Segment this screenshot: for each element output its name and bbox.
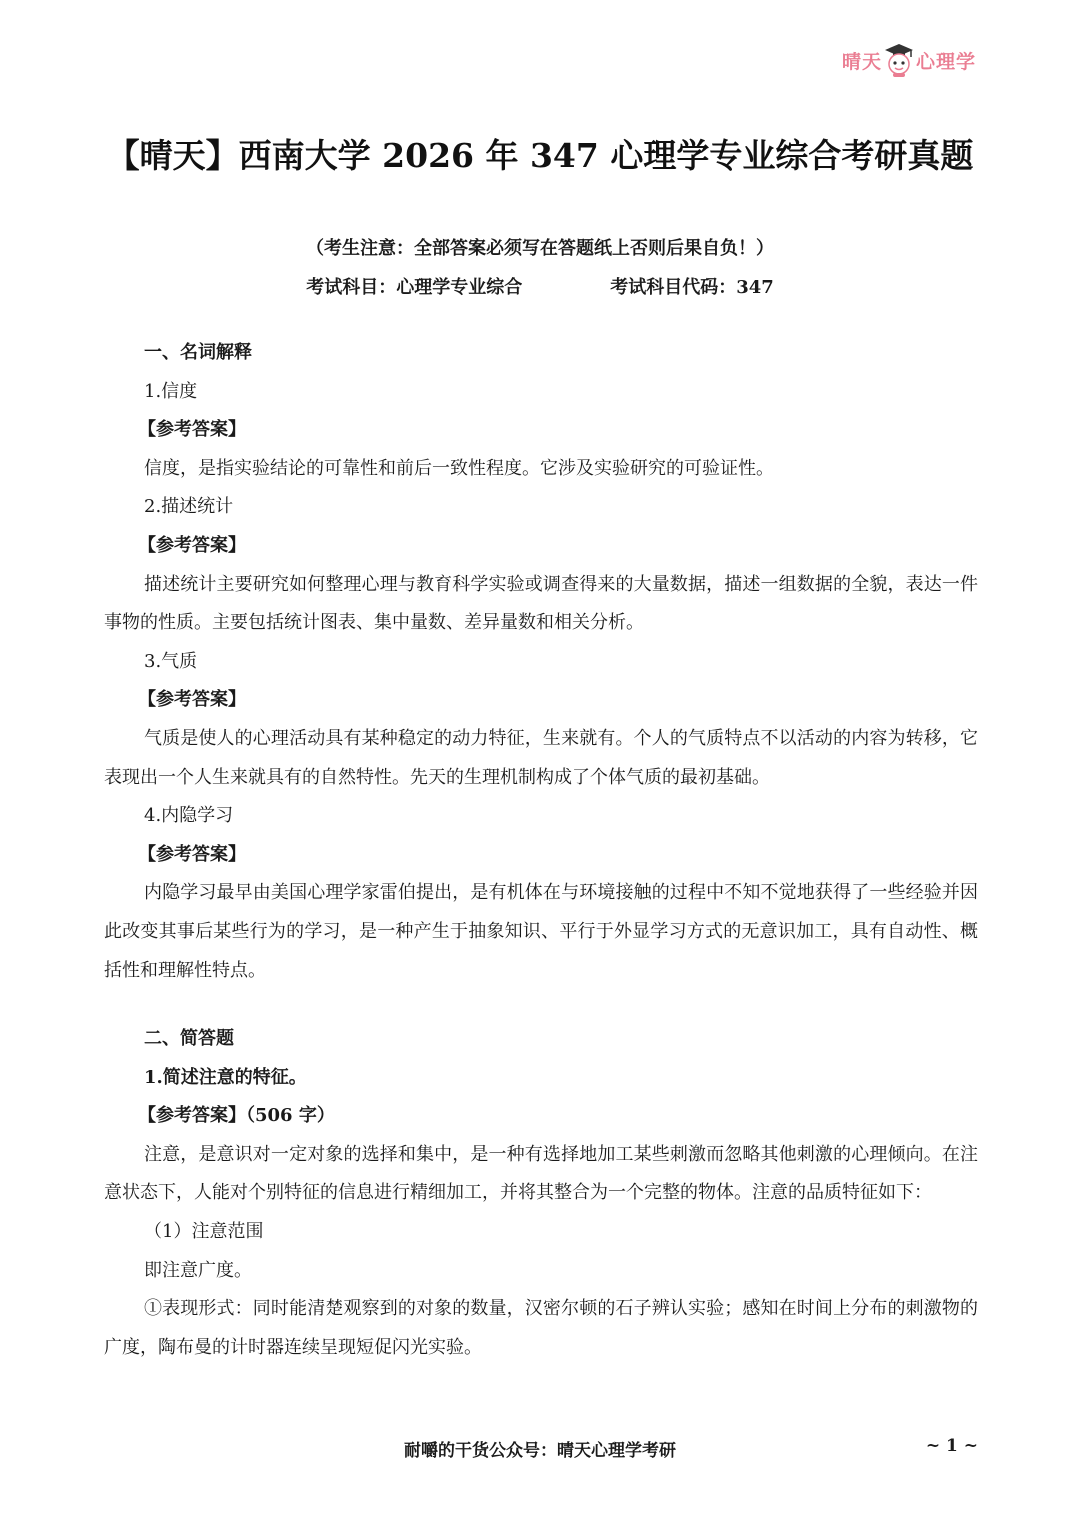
answer-text: 注意，是意识对一定对象的选择和集中，是一种有选择地加工某些刺激而忽略其他刺激的心理倾向。在注意状态下，人能对个别特征的信息进行精细加工，并将其整合为一个完整的物体。注意的品质特征如下： <box>104 1143 978 1204</box>
subject-line <box>0 273 1080 299</box>
page-title: 【晴天】西南大学 2026 年 347 心理学专业综合考研真题 <box>106 136 974 175</box>
page-number: ~ 1 ~ <box>925 1436 978 1456</box>
answer-label-row <box>104 1097 978 1136</box>
word-count: （506 字） <box>246 1105 335 1127</box>
section-heading: 一、名词解释 <box>144 342 252 363</box>
content-body <box>104 334 978 1367</box>
answer-text: 内隐学习最早由美国心理学家雷伯提出，是有机体在与环境接触的过程中不知不觉地获得了一些经验并因此改变其事后某些行为的学习，是一种产生于抽象知识、平行于外显学习方式的无意识加工，具有自动性、概括性和理解性特点。 <box>104 882 978 981</box>
answer-label: 【参考答案】 <box>138 419 246 441</box>
graduate-mascot-icon <box>884 43 914 77</box>
subject-label: 考试科目：心理学专业综合 <box>306 277 523 298</box>
answer-text: 气质是使人的心理活动具有某种稳定的动力特征，生来就有。个人的气质特点不以活动的内容为转移，它表现出一个人生来就具有的自然特性。先天的生理机制构成了个体气质的最初基础。 <box>104 727 978 788</box>
logo-text-left: 晴天 <box>841 50 882 73</box>
subheading: （1）注意范围 <box>144 1221 264 1243</box>
brand-logo <box>842 40 976 80</box>
subject-code: 考试科目代码：347 <box>610 277 774 298</box>
answer-label: 【参考答案】 <box>138 534 246 556</box>
term-title: 1.信度 <box>144 380 198 402</box>
answer-label: 【参考答案】 <box>138 1105 246 1127</box>
question-title: 1.简述注意的特征。 <box>144 1066 307 1088</box>
term-title: 4.内隐学习 <box>144 805 234 827</box>
answer-text: ①表现形式：同时能清楚观察到的对象的数量，汉密尔顿的石子辨认实验；感知在时间上分布的刺激物的广度，陶布曼的计时器连续呈现短促闪光实验。 <box>104 1298 978 1358</box>
term-title: 3.气质 <box>144 650 198 672</box>
answer-text: 描述统计主要研究如何整理心理与教育科学实验或调查得来的大量数据，描述一组数据的全貌，表达一件事物的性质。主要包括统计图表、集中量数、差异量数和相关分析。 <box>104 573 978 634</box>
exam-notice: （考生注意：全部答案必须写在答题纸上否则后果自负！） <box>306 238 774 259</box>
answer-label: 【参考答案】 <box>138 843 246 865</box>
answer-text: 即注意广度。 <box>144 1259 252 1281</box>
answer-text: 信度，是指实验结论的可靠性和前后一致性程度。它涉及实验研究的可验证性。 <box>144 457 774 479</box>
section-spacer <box>104 990 978 1020</box>
term-title: 2.描述统计 <box>144 496 234 518</box>
answer-label: 【参考答案】 <box>138 689 246 711</box>
logo-text-right: 心理学 <box>915 50 976 73</box>
section-heading: 二、简答题 <box>144 1028 234 1050</box>
footer-text: 耐嚼的干货公众号：晴天心理学考研 <box>404 1441 676 1461</box>
